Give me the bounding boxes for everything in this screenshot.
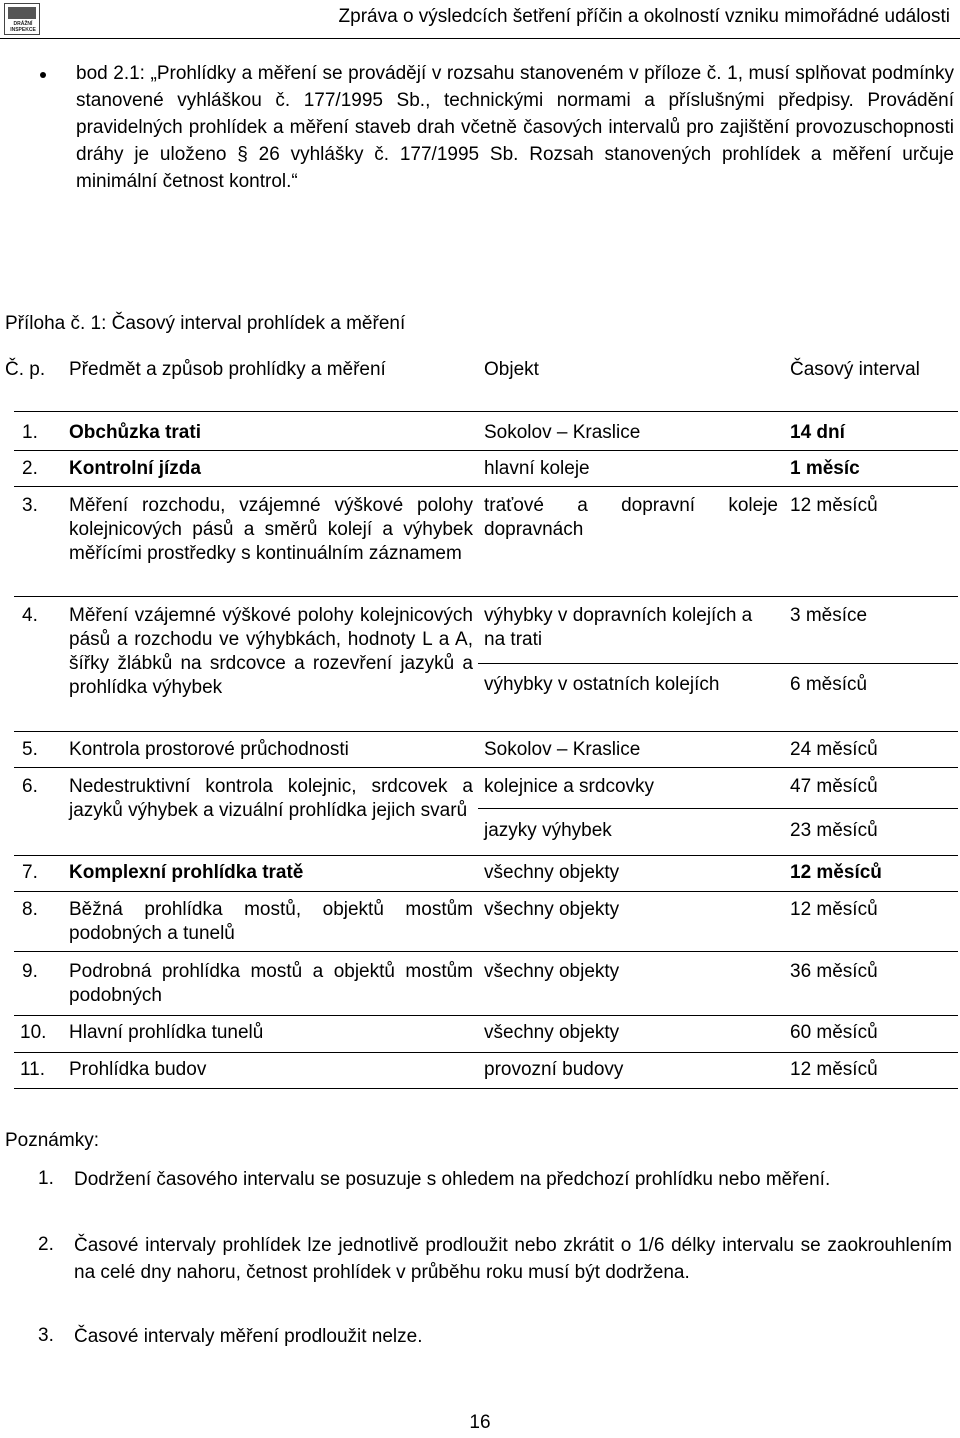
row-interval: 12 měsíců [790, 1059, 878, 1080]
document-title: Zpráva o výsledcích šetření příčin a okolností vzniku mimořádné události [338, 6, 950, 27]
header-subject: Předmět a způsob prohlídky a měření [69, 359, 386, 380]
row-object: Sokolov – Kraslice [484, 422, 641, 443]
row-object: hlavní koleje [484, 458, 590, 479]
table-rule [14, 450, 958, 451]
logo-emblem [8, 7, 36, 19]
row-num: 8. [22, 899, 38, 920]
row-subject: Komplexní prohlídka tratě [69, 862, 304, 883]
row-num: 3. [22, 495, 38, 516]
header-num: Č. p. [5, 359, 46, 380]
row-interval: 6 měsíců [790, 674, 868, 695]
logo-text: DRÁŽNÍ INSPEKCE [10, 21, 36, 33]
row-subject: Prohlídka budov [69, 1059, 207, 1080]
row-interval: 3 měsíce [790, 605, 868, 626]
row-subject: Nedestruktivní kontrola kolejnic, srdcovek a jazyků výhybek a vizuální prohlídka jejich svarů [69, 776, 473, 821]
row-interval: 24 měsíců [790, 739, 878, 760]
row-num: 10. [20, 1022, 47, 1043]
row-subject: Hlavní prohlídka tunelů [69, 1022, 264, 1043]
row-subject: Měření vzájemné výškové polohy kolejnicových pásů a rozchodu ve výhybkách, hodnoty L a A, šířky žlábků na srdcovce a rozevření jazyků a prohlídka výhybek [69, 605, 473, 698]
row-object: kolejnice a srdcovky [484, 776, 655, 797]
row-object: všechny objekty [484, 961, 620, 982]
row-num: 2. [22, 458, 38, 479]
table-rule [14, 855, 958, 856]
table-rule [14, 1015, 958, 1016]
row-interval: 23 měsíců [790, 820, 878, 841]
table-subrule [478, 808, 958, 809]
row-num: 6. [22, 776, 38, 797]
row-num: 7. [22, 862, 38, 883]
table-rule [14, 767, 958, 768]
row-object: všechny objekty [484, 899, 620, 920]
note-number: 3. [38, 1325, 54, 1346]
row-num: 1. [22, 422, 38, 443]
header-divider [0, 38, 960, 39]
row-interval: 36 měsíců [790, 961, 878, 982]
page-header [0, 0, 960, 40]
annex-title: Příloha č. 1: Časový interval prohlídek a měření [5, 313, 406, 334]
row-num: 11. [20, 1059, 46, 1080]
row-interval: 12 měsíců [790, 899, 878, 920]
row-object: výhybky v ostatních kolejích [484, 674, 720, 695]
intro-paragraph: bod 2.1: „Prohlídky a měření se provádějí v rozsahu stanoveném v příloze č. 1, musí splňovat podmínky stanovené vyhláškou č. 177/1995 Sb., technickými normami a příslušnými předpisy. Provádění pravidelných prohlídek a měření staveb drah včetně časových intervalů pro zajištění provozuschopnosti dráhy je uloženo § 26 vyhlášky č. 177/1995 Sb. Rozsah stanovených prohlídek a měření určuje minimální četnost kontrol.“ [76, 63, 954, 192]
row-num: 4. [22, 605, 38, 626]
row-interval: 12 měsíců [790, 495, 878, 516]
table-subrule [478, 663, 958, 664]
note-text: Časové intervaly měření prodloužit nelze. [74, 1326, 423, 1347]
row-num: 9. [22, 961, 38, 982]
row-object: provozní budovy [484, 1059, 624, 1080]
row-subject: Kontrolní jízda [69, 458, 201, 479]
row-num: 5. [22, 739, 38, 760]
notes-title: Poznámky: [5, 1130, 99, 1151]
table-rule [14, 1088, 958, 1089]
row-subject: Běžná prohlídka mostů, objektů mostům podobných a tunelů [69, 899, 473, 944]
table-rule [14, 486, 958, 487]
row-subject: Kontrola prostorové průchodnosti [69, 739, 349, 760]
header-interval: Časový interval [790, 359, 920, 380]
row-subject: Podrobná prohlídka mostů a objektů mostům podobných [69, 961, 473, 1006]
row-object: jazyky výhybek [484, 820, 612, 841]
row-subject: Měření rozchodu, vzájemné výškové polohy kolejnicových pásů a směrů kolejí a výhybek měřícími prostředky s kontinuálním záznamem [69, 495, 473, 564]
row-object: výhybky v dopravních kolejích a na trati [484, 605, 753, 650]
row-object: všechny objekty [484, 1022, 620, 1043]
note-text: Dodržení časového intervalu se posuzuje s ohledem na předchozí prohlídku nebo měření. [74, 1169, 831, 1190]
row-subject: Obchůzka trati [69, 422, 201, 443]
row-interval: 12 měsíců [790, 862, 882, 883]
row-interval: 14 dní [790, 422, 845, 443]
bullet-icon [40, 72, 46, 78]
table-rule [14, 951, 958, 952]
note-number: 2. [38, 1234, 54, 1255]
table-rule [14, 596, 958, 597]
row-interval: 47 měsíců [790, 776, 878, 797]
row-object: traťové a dopravní koleje dopravnách [484, 495, 778, 540]
table-rule [14, 731, 958, 732]
inspection-logo [4, 3, 40, 35]
note-number: 1. [38, 1168, 54, 1189]
row-object: Sokolov – Kraslice [484, 739, 641, 760]
row-interval: 1 měsíc [790, 458, 860, 479]
row-interval: 60 měsíců [790, 1022, 878, 1043]
table-rule [14, 411, 958, 412]
page-number: 16 [469, 1412, 491, 1433]
table-rule [14, 1052, 958, 1053]
header-object: Objekt [484, 359, 539, 380]
table-rule [14, 891, 958, 892]
note-text: Časové intervaly prohlídek lze jednotlivě prodloužit nebo zkrátit o 1/6 délky intervalu se zaokrouhlením na celé dny nahoru, četnost prohlídek v průběhu roku musí být dodržena. [74, 1235, 952, 1283]
row-object: všechny objekty [484, 862, 620, 883]
